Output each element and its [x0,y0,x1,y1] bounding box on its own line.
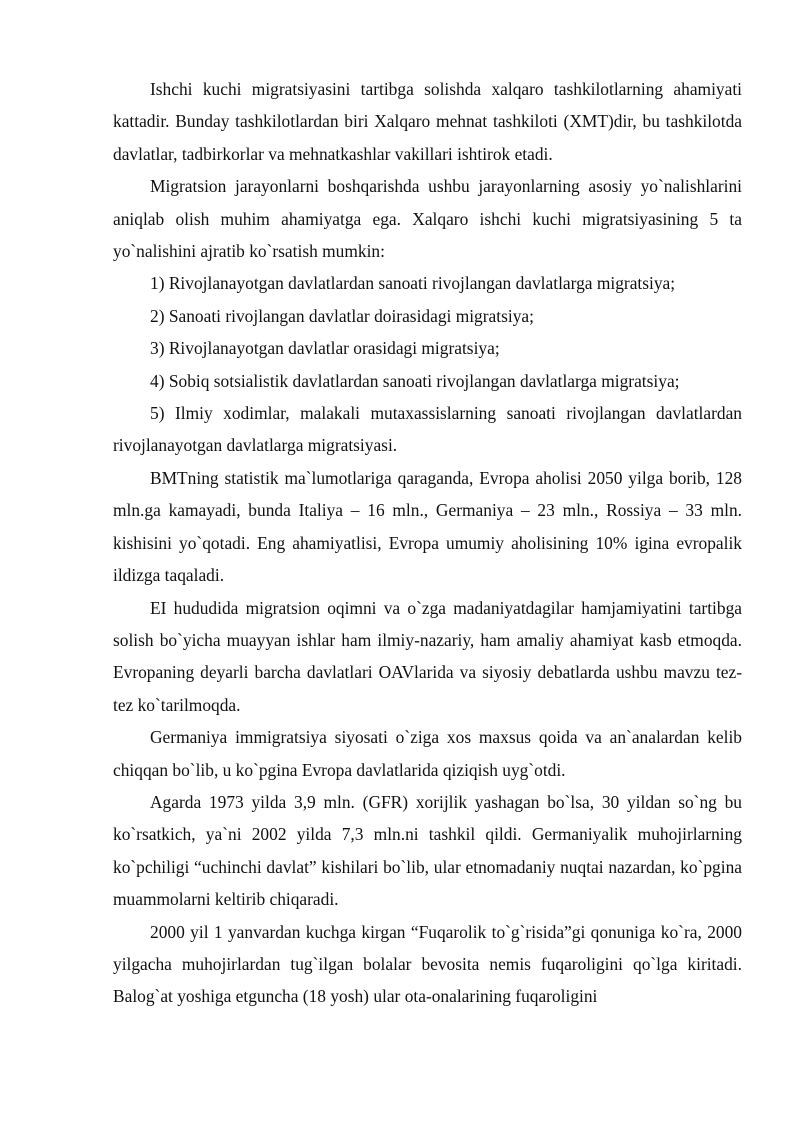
document-page [113,73,742,1013]
paragraph-eu-migration: EI hududida migratsion oqimni va o`zga madaniyatdagilar hamjamiyatini tartibga solish bo`yicha muayyan ishlar ham ilmiy-nazariy, ham amaliy ahamiyat kasb etmoqda. Evropaning deyarli barcha davlatlari OAVlarida va siyosiy debatlarda ushbu mavzu tez-tez ko`tarilmoqda. [113,597,742,715]
paragraph-citizenship-law: 2000 yil 1 yanvardan kuchga kirgan “Fuqarolik to`g`risida”gi qonuniga ko`ra, 2000 yilgacha muhojirlardan tug`ilgan bolalar bevosita nemis fuqaroligini qo`lga kiritadi. Balog`at yoshiga etguncha (18 yosh) ular ota-onalarining fuqaroligini [113,921,742,1007]
paragraph-migration-directions: Migratsion jarayonlarni boshqarishda ushbu jarayonlarning asosiy yo`nalishlarini aniqlab olish muhim ahamiyatga ega. Xalqaro ishchi kuchi migratsiyasining 5 ta yo`nalishini ajratib ko`rsatish mumkin: [113,176,742,262]
paragraph-un-statistics: BMTning statistik ma`lumotlariga qaraganda, Evropa aholisi 2050 yilga borib, 128 mln.ga kamayadi, bunda Italiya – 16 mln., Germaniya – 23 mln., Rossiya – 33 mln. kishisini yo`qotadi. Eng ahamiyatlisi, Evropa umumiy aholisining 10% igina evropalik ildizga taqaladi. [113,467,742,586]
paragraph-germany-figures: Agarda 1973 yilda 3,9 mln. (GFR) xorijlik yashagan bo`lsa, 30 yildan so`ng bu ko`rsatkich, ya`ni 2002 yilda 7,3 mln.ni tashkil qildi. Germaniyalik muhojirlarning ko`pchiligi “uchinchi davlat” kishilari bo`lib, ular etnomadaniy nuqtai nazardan, ko`pgina muammolarni keltirib chiqaradi. [113,791,742,910]
list-item-direction-4: 4) Sobiq sotsialistik davlatlardan sanoati rivojlangan davlatlarga migratsiya; [150,370,680,391]
list-item-direction-2: 2) Sanoati rivojlangan davlatlar doirasidagi migratsiya; [150,305,534,326]
paragraph-intl-organizations: Ishchi kuchi migratsiyasini tartibga solishda xalqaro tashkilotlarning ahamiyati kattadir. Bunday tashkilotlardan biri Xalqaro mehnat tashkiloti (XMT)dir, bu tashkilotda davlatlar, tadbirkorlar va mehnatkashlar vakillari ishtirok etadi. [113,79,742,164]
list-item-direction-1: 1) Rivojlanayotgan davlatlardan sanoati rivojlangan davlatlarga migratsiya; [150,273,676,294]
paragraph-germany-policy: Germaniya immigratsiya siyosati o`ziga xos maxsus qoida va an`analardan kelib chiqqan bo`lib, u ko`pgina Evropa davlatlarida qiziqish uyg`otdi. [113,727,742,780]
list-item-direction-5: 5) Ilmiy xodimlar, malakali mutaxassislarning sanoati rivojlangan davlatlardan rivojlanayotgan davlatlarga migratsiyasi. [113,403,742,456]
list-item-direction-3: 3) Rivojlanayotgan davlatlar orasidagi migratsiya; [150,338,500,359]
